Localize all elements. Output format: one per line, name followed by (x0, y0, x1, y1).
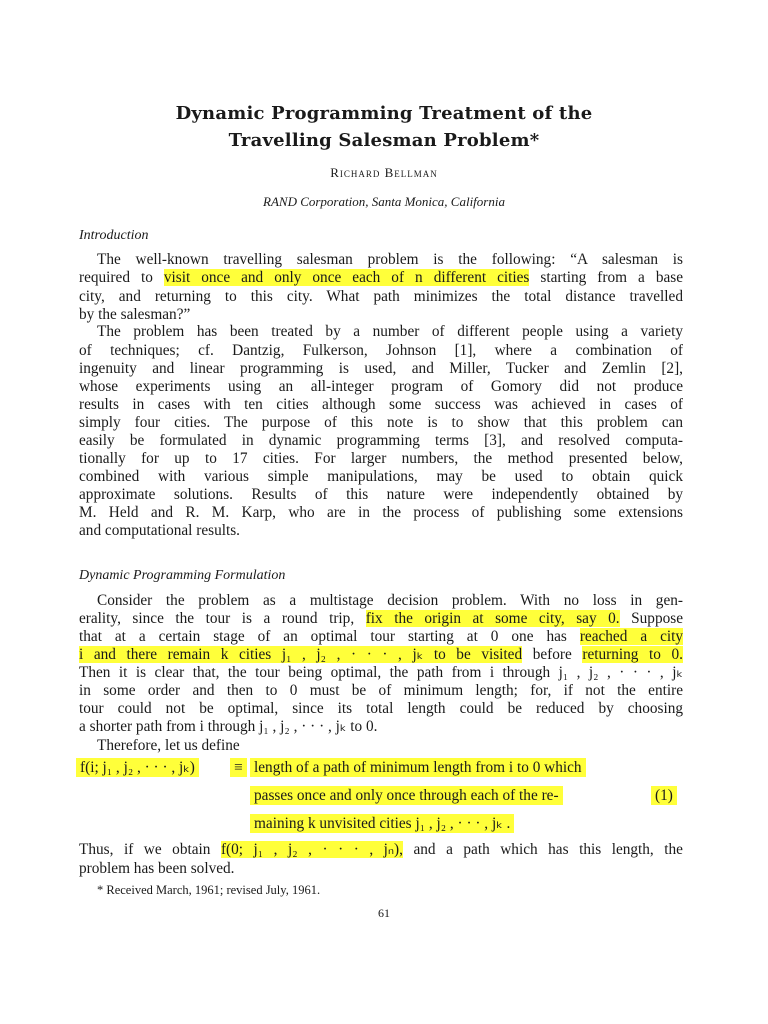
text-line: city, and returning to this city. What path minimizes the total distance travelled (79, 288, 683, 305)
text-line: Then it is clear that, the tour being optimal, the path from i through j₁ , j₂ , · · · , jₖ (79, 664, 683, 681)
text-line: Consider the problem as a multistage decision problem. With no loss in gen- (97, 592, 683, 609)
equation-operator: ≡ (230, 757, 247, 778)
text-line: i and there remain k cities j₁ , j₂ , · · · , jₖ to be visited before returning to 0. (79, 646, 683, 663)
author: Richard Bellman (330, 165, 438, 180)
text-line: whose experiments using an all-integer program of Gomory did not produce (79, 378, 683, 395)
section-heading-introduction: Introduction (79, 228, 149, 243)
text-line: a shorter path from i through j₁ , j₂ , · · · , jₖ to 0. (79, 718, 378, 735)
text-line: approximate solutions. Results of this nature were independently obtained by (79, 486, 683, 503)
text-line: tour could not be optimal, since its total length could be reduced by choosing (79, 700, 683, 717)
text-line: Thus, if we obtain f(0; j₁ , j₂ , · · · , jₙ), and a path which has this length, the (79, 841, 683, 858)
text-line: by the salesman?” (79, 306, 191, 323)
highlight: fix the origin at some city, say 0. (365, 610, 620, 627)
text-line: tionally for up to 17 cities. For larger numbers, the method presented below, (79, 450, 683, 467)
text-line: results in cases with ten cities although some success was achieved in cases of (79, 396, 683, 413)
text-line: easily be formulated in dynamic programming terms [3], and resolved computa- (79, 432, 683, 449)
text-line: erality, since the tour is a round trip, fix the origin at some city, say 0. Suppose (79, 610, 683, 627)
highlight: f(0; j₁ , j₂ , · · · , jₙ), (220, 841, 403, 858)
text-line: that at a certain stage of an optimal tour starting at 0 one has reached a city (79, 628, 684, 645)
highlight: i and there remain k cities j₁ , j₂ , · · · , jₖ to be visited (79, 646, 523, 663)
highlight: reached a city (579, 628, 684, 645)
text-line: of techniques; cf. Dantzig, Fulkerson, Johnson [1], where a combination of (79, 342, 683, 359)
text-line: required to visit once and only once each of n different cities starting from a base (79, 269, 684, 286)
highlight: maining k unvisited cities j₁ , j₂ , · · · , jₖ . (250, 814, 514, 833)
title-line-1: Dynamic Programming Treatment of the (175, 103, 593, 124)
equation-number: (1) (651, 785, 677, 806)
text-line: The problem has been treated by a number of different people using a variety (97, 323, 683, 340)
section-heading-formulation: Dynamic Programming Formulation (79, 568, 286, 583)
text-line: Therefore, let us define (97, 737, 240, 754)
highlight: returning to 0. (582, 646, 683, 663)
title-line-2: Travelling Salesman Problem* (228, 130, 540, 151)
text-line: combined with various simple manipulations, may be used to obtain quick (79, 468, 683, 485)
equation-line-3 (250, 813, 514, 834)
text-line: and computational results. (79, 522, 241, 539)
highlight: passes once and only once through each of the re- (250, 786, 563, 805)
text-line: problem has been solved. (79, 860, 235, 877)
text-line: M. Held and R. M. Karp, who are in the process of publishing some extensions (79, 504, 683, 521)
text-line: The well-known travelling salesman problem is the following: “A salesman is (97, 251, 683, 268)
equation-line-2 (250, 785, 563, 806)
equation-lhs (76, 757, 199, 778)
equation-line-1 (250, 757, 586, 778)
highlight: f(i; j₁ , j₂ , · · · , jₖ) (76, 758, 199, 777)
affiliation: RAND Corporation, Santa Monica, California (263, 194, 505, 209)
highlight: visit once and only once each of n different cities (163, 269, 530, 286)
footnote: * Received March, 1961; revised July, 1961. (97, 883, 321, 897)
text-line: ingenuity and linear programming is used, and Miller, Tucker and Zemlin [2], (79, 360, 683, 377)
highlight: length of a path of minimum length from i to 0 which (250, 758, 586, 777)
text-line: simply four cities. The purpose of this note is to show that this problem can (79, 414, 683, 431)
page-number: 61 (378, 906, 390, 920)
text-line: in some order and then to 0 must be of minimum length; for, if not the entire (79, 682, 683, 699)
